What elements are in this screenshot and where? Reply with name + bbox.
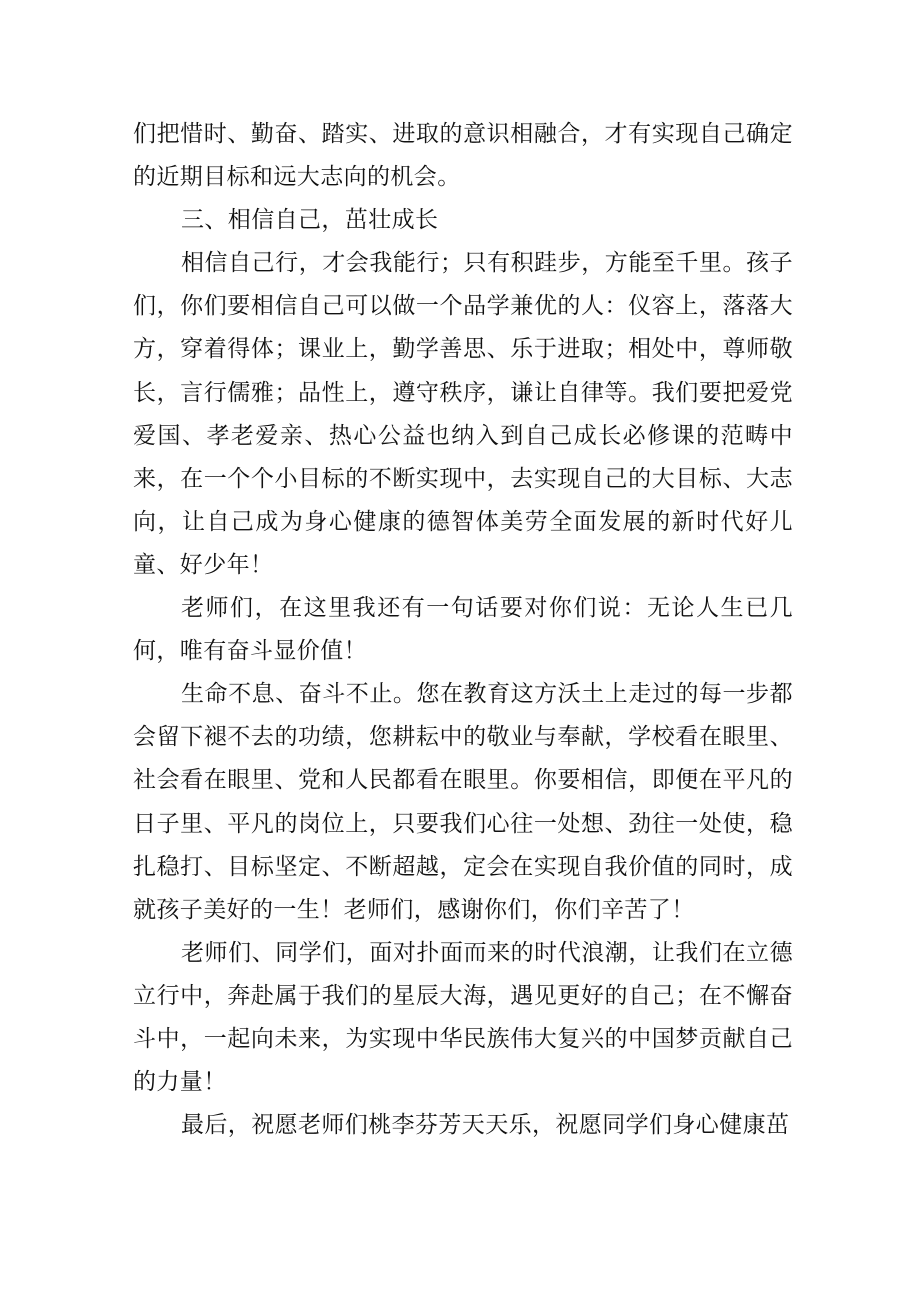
paragraph-final-wishes: 最后，祝愿老师们桃李芬芳天天乐，祝愿同学们身心健康茁 xyxy=(181,1112,790,1139)
paragraph-continuation: 们把惜时、勤奋、踏实、进取的意识相融合，才有实现自己确定的近期目标和远大志向的机会。 xyxy=(133,121,793,191)
paragraph-teachers-message: 老师们，在这里我还有一句话要对你们说：无论人生已几何，唯有奋斗显价值！ xyxy=(133,595,793,665)
paragraph-era-tide: 老师们、同学们，面对扑面而来的时代浪潮，让我们在立德立行中，奔赴属于我们的星辰大海，遇见更好的自己；在不懈奋斗中，一起向未来，为实现中华民族伟大复兴的中国梦贡献自己的力量！ xyxy=(133,939,793,1096)
paragraph-believe-yourself: 相信自己行，才会我能行；只有积跬步，方能至千里。孩子们，你们要相信自己可以做一个品学兼优的人：仪容上，落落大方，穿着得体；课业上，勤学善思、乐于进取；相处中，尊师敬长，言行儒雅；品性上，遵守秩序，谦让自律等。我们要把爱党爱国、孝老爱亲、热心公益也纳入到自己成长必修课的范畴中来，在一个个小目标的不断实现中，去实现自己的大目标、大志向，让自己成为身心健康的德智体美劳全面发展的新时代好儿童、好少年！ xyxy=(133,250,793,578)
section-heading: 三、相信自己，茁壮成长 xyxy=(181,207,439,234)
paragraph-life-struggle: 生命不息、奋斗不止。您在教育这方沃土上走过的每一步都会留下褪不去的功绩，您耕耘中的敬业与奉献，学校看在眼里、社会看在眼里、党和人民都看在眼里。你要相信，即便在平凡的日子里、平凡的岗位上，只要我们心往一处想、劲往一处使，稳扎稳打、目标坚定、不断超越，定会在实现自我价值的同时，成就孩子美好的一生！老师们，感谢你们，你们辛苦了！ xyxy=(133,681,793,923)
document-body xyxy=(133,113,793,1147)
